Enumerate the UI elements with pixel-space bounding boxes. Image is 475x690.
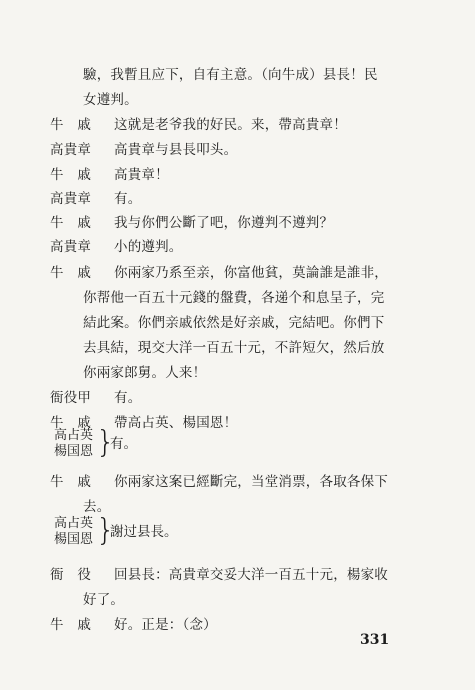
- dialogue-text: 回县長：高貴章交妥大洋一百五十元，楊家收: [114, 567, 388, 583]
- dialogue-continuation: 結此案。你們亲戚依然是好亲戚，完結吧。你們下: [83, 315, 385, 331]
- speaker-name: 衙役甲: [50, 390, 92, 406]
- dialogue-continuation: 去具結，現交大洋一百五十元，不許短欠，然后放: [83, 340, 385, 356]
- dialogue-text: 有。: [114, 191, 142, 207]
- joint-speaker-name: 楊国恩: [54, 532, 94, 547]
- speaker-name: 牛 戚: [50, 415, 92, 431]
- dialogue-continuation: 驗，我暫且应下，自有主意。（向牛成）县長！民: [83, 67, 378, 83]
- page-number: 331: [360, 632, 390, 648]
- speaker-name: 高貴章: [50, 142, 92, 158]
- dialogue-text: 好。正是：（念）: [114, 617, 217, 633]
- dialogue-text: 小的遵判。: [114, 239, 183, 255]
- speaker-name: 牛 戚: [50, 474, 92, 490]
- dialogue-text: 我与你們公斷了吧，你遵判不遵判？: [114, 215, 334, 231]
- speaker-name: 高貴章: [50, 239, 92, 255]
- brace-mark: }: [96, 513, 116, 548]
- speaker-name: 高貴章: [50, 191, 92, 207]
- dialogue-continuation: 女遵判。: [83, 92, 138, 108]
- brace-mark: }: [96, 425, 116, 460]
- dialogue-text: 有。: [114, 390, 142, 406]
- joint-speaker-name: 楊国恩: [54, 444, 94, 459]
- dialogue-text: 高貴章！: [114, 167, 169, 183]
- dialogue-text: 你兩家这案已經斷完，当堂消票，各取各保下: [114, 474, 388, 490]
- dialogue-continuation: 你兩家郎舅。人来！: [83, 365, 207, 381]
- speaker-name: 牛 戚: [50, 215, 92, 231]
- dialogue-continuation: 好了。: [83, 592, 125, 608]
- dialogue-text: 謝过县長。: [110, 524, 178, 540]
- dialogue-text: 高貴章与县長叩头。: [114, 142, 238, 158]
- dialogue-text: 有。: [110, 436, 137, 452]
- speaker-name: 牛 戚: [50, 167, 92, 183]
- dialogue-continuation: 你帮他一百五十元錢的盤費，各递个和息呈子，完: [83, 290, 385, 306]
- speaker-name: 衙 役: [50, 567, 92, 583]
- dialogue-continuation: 去。: [83, 499, 111, 515]
- dialogue-text: 这就是老爷我的好民。来，帶高貴章！: [114, 117, 347, 133]
- joint-speaker-name: 高占英: [54, 428, 94, 443]
- speaker-name: 牛 戚: [50, 265, 92, 281]
- dialogue-text: 你兩家乃系至亲，你富他貧，莫論誰是誰非，: [114, 265, 388, 281]
- speaker-name: 牛 戚: [50, 117, 92, 133]
- speaker-name: 牛 戚: [50, 617, 92, 633]
- joint-speaker-name: 高占英: [54, 516, 94, 531]
- dialogue-text: 帶高占英、楊国恩！: [114, 415, 238, 431]
